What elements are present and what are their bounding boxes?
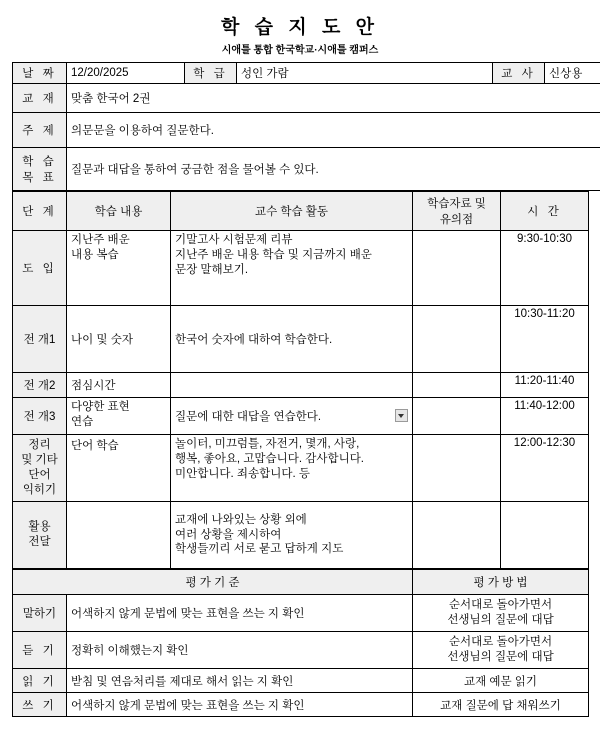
materials-dev3[interactable] [413, 398, 501, 435]
content-application[interactable] [67, 502, 171, 569]
stage-wrapup-line4: 익히기 [22, 483, 57, 496]
header-time: 시 간 [501, 192, 589, 231]
content-intro-line1: 지난주 배운 [71, 234, 130, 246]
activity-intro-line1: 기말고사 시험문제 리뷰 [175, 234, 293, 246]
content-dev2[interactable]: 점심시간 [67, 373, 171, 398]
eval-method-header: 평 가 방 법 [413, 570, 589, 595]
activity-wrapup[interactable] [171, 435, 413, 502]
materials-dev1[interactable] [413, 306, 501, 373]
stage-application [13, 502, 67, 569]
content-intro-line2: 내용 복습 [71, 248, 119, 261]
header-materials [413, 192, 501, 231]
time-application[interactable] [501, 502, 589, 569]
eval-method-listening[interactable] [413, 632, 589, 669]
page-title: 학 습 지 도 안 [221, 17, 379, 38]
header-info-table [12, 62, 600, 191]
eval-criteria-listening[interactable]: 정확히 이해했는지 확인 [67, 632, 413, 669]
time-dev1[interactable]: 10:30-11:20 [501, 306, 589, 373]
materials-wrapup[interactable] [413, 435, 501, 502]
eval-skill-speaking: 말하기 [13, 595, 67, 632]
eval-method-listening-line2: 선생님의 질문에 대답 [447, 651, 554, 663]
materials-intro[interactable] [413, 231, 501, 306]
activity-application-line2: 여러 상황을 제시하여 [175, 528, 282, 541]
activity-dev3[interactable] [171, 398, 413, 435]
plan-header-row [13, 192, 589, 231]
table-row-textbook [13, 84, 600, 113]
eval-criteria-writing[interactable]: 어색하지 않게 문법에 맞는 표현을 쓰는 지 확인 [67, 693, 413, 717]
stage-application-line2: 전달 [28, 536, 51, 548]
activity-intro-line2: 지난주 배운 내용 학습 및 지금까지 배운 [175, 248, 372, 261]
table-row [13, 502, 589, 569]
activity-intro-line3: 문장 말해보기. [175, 263, 249, 276]
topic-label: 주 제 [13, 113, 67, 148]
activity-wrapup-line3: 미안합니다. 죄송합니다. 등 [175, 467, 310, 480]
table-row [13, 632, 589, 669]
eval-method-speaking-line1: 순서대로 돌아가면서 [448, 599, 553, 612]
eval-method-speaking[interactable] [413, 595, 589, 632]
content-wrapup[interactable]: 단어 학습 [67, 435, 171, 502]
goal-label [13, 148, 67, 191]
header-materials-line2: 유의점 [439, 214, 474, 226]
header-stage: 단 계 [13, 192, 67, 231]
eval-method-listening-line1: 순서대로 돌아가면서 [448, 636, 553, 649]
stage-wrapup-line2: 및 기타 [21, 454, 58, 467]
time-dev2[interactable]: 11:20-11:40 [501, 373, 589, 398]
eval-criteria-speaking[interactable]: 어색하지 않게 문법에 맞는 표현을 쓰는 지 확인 [67, 595, 413, 632]
content-dev1[interactable]: 나이 및 숫자 [67, 306, 171, 373]
eval-method-speaking-line2: 선생님의 질문에 대답 [447, 614, 554, 626]
eval-criteria-header: 평 가 기 준 [13, 570, 413, 595]
textbook-label: 교 재 [13, 84, 67, 113]
eval-skill-reading: 읽 기 [13, 669, 67, 693]
table-row [13, 398, 589, 435]
eval-criteria-reading[interactable]: 받침 및 연음처리를 제대로 해서 읽는 지 확인 [67, 669, 413, 693]
table-row [13, 231, 589, 306]
activity-dev1[interactable]: 한국어 숫자에 대하여 학습한다. [171, 306, 413, 373]
content-dev3-line2: 연습 [71, 415, 94, 428]
page-subtitle: 시애틀 통합 한국학교·시애틀 캠퍼스 [221, 45, 379, 56]
table-row-date [13, 63, 600, 84]
date-value[interactable]: 12/20/2025 [67, 63, 185, 84]
header-content: 학습 내용 [67, 192, 171, 231]
materials-dev2[interactable] [413, 373, 501, 398]
teacher-value[interactable]: 신상용 [545, 63, 600, 84]
table-row [13, 373, 589, 398]
activity-wrapup-line1: 놀이터, 미끄럼틀, 자전거, 몇개, 사랑, [175, 438, 360, 450]
header-materials-line1: 학습자료 및 [427, 198, 486, 210]
lesson-plan-table [12, 191, 589, 569]
activity-wrapup-line2: 행복, 좋아요, 고맙습니다. 감사합니다. [175, 452, 364, 465]
stage-wrapup-line3: 단어 [28, 469, 51, 481]
stage-wrapup [13, 435, 67, 502]
time-dev3[interactable]: 11:40-12:00 [501, 398, 589, 435]
table-row-topic [13, 113, 600, 148]
topic-value[interactable]: 의문문을 이용하여 질문한다. [67, 113, 600, 148]
goal-label-line2: 목 표 [22, 172, 57, 184]
time-wrapup[interactable]: 12:00-12:30 [501, 435, 589, 502]
goal-value[interactable]: 질문과 대답을 통하여 궁금한 점을 물어볼 수 있다. [67, 148, 600, 191]
chevron-down-icon[interactable] [395, 409, 408, 422]
eval-skill-writing: 쓰 기 [13, 693, 67, 717]
class-label: 학 급 [185, 63, 237, 84]
activity-application-line3: 학생들끼리 서로 묻고 답하게 지도 [175, 543, 344, 556]
activity-dev3-text: 질문에 대한 대답을 연습한다. [175, 411, 322, 423]
content-dev3[interactable] [67, 398, 171, 435]
stage-dev1: 전 개1 [13, 306, 67, 373]
activity-intro[interactable] [171, 231, 413, 306]
stage-wrapup-line1: 정리 [28, 439, 51, 452]
teacher-label: 교 사 [493, 63, 545, 84]
table-row [13, 435, 589, 502]
stage-dev2: 전 개2 [13, 373, 67, 398]
eval-method-reading[interactable]: 교재 예문 읽기 [413, 669, 589, 693]
eval-method-writing[interactable]: 교재 질문에 답 채워쓰기 [413, 693, 589, 717]
table-row [13, 669, 589, 693]
goal-label-line1: 학 습 [22, 156, 57, 168]
header-activity: 교수 학습 활동 [171, 192, 413, 231]
stage-application-line1: 활용 [28, 521, 51, 534]
table-row [13, 306, 589, 373]
activity-application[interactable] [171, 502, 413, 569]
date-label: 날 짜 [13, 63, 67, 84]
time-intro[interactable]: 9:30-10:30 [501, 231, 589, 306]
stage-intro: 도 입 [13, 231, 67, 306]
content-intro[interactable] [67, 231, 171, 306]
table-row [13, 693, 589, 717]
activity-application-line1: 교재에 나와있는 상황 외에 [175, 513, 307, 526]
table-row [13, 595, 589, 632]
evaluation-table [12, 569, 589, 717]
table-row-goal [13, 148, 600, 191]
eval-header-row [13, 570, 589, 595]
activity-dev2[interactable] [171, 373, 413, 398]
textbook-value[interactable]: 맞춤 한국어 2권 [67, 84, 600, 113]
class-value[interactable]: 성인 가람 [237, 63, 493, 84]
materials-application[interactable] [413, 502, 501, 569]
eval-skill-listening: 듣 기 [13, 632, 67, 669]
stage-dev3: 전 개3 [13, 398, 67, 435]
content-dev3-line1: 다양한 표현 [71, 401, 130, 413]
